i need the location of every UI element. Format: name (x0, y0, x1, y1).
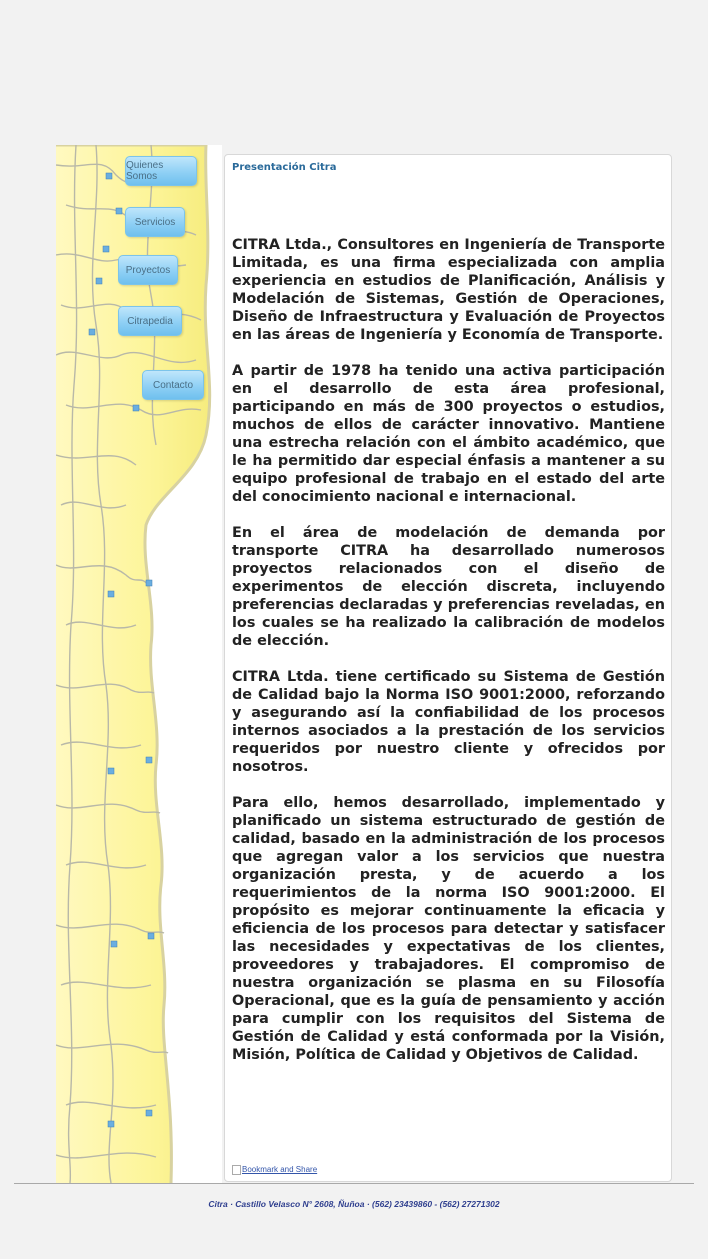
paragraph-intro: CITRA Ltda., Consultores en Ingeniería de Transporte Limitada, es una firma especializada con amplia experiencia en estudios de Planificación, Análisis y Modelación de Sistemas, Gestión de Operaciones, Diseño de Infraestructura y Evaluación de Proyectos en las áreas de Ingeniería y Economía de Transporte. (232, 237, 665, 343)
paragraph-iso-certification: CITRA Ltda. tiene certificado su Sistema de Gestión de Calidad bajo la Norma ISO 9001:2000, reforzando y asegurando así la confiabilidad de los procesos internos asociados a la prestación de los servicios requeridos por nuestro cliente y ofrecidos por nosotros. (232, 669, 665, 775)
bookmark-icon (232, 1165, 241, 1175)
footer-divider (14, 1183, 694, 1184)
chile-map-strip (56, 145, 222, 1183)
bookmark-share-label: Bookmark and Share (242, 1165, 318, 1175)
nav-proyectos-label: Proyectos (125, 264, 171, 276)
nav-servicios-label: Servicios (134, 216, 176, 228)
nav-contacto-label: Contacto (152, 379, 194, 391)
paragraph-demand-modeling: En el área de modelación de demanda por transporte CITRA ha desarrollado numerosos proyectos relacionados con el diseño de experimentos de elección discreta, incluyendo preferencias declaradas y preferencias reveladas, en los cuales se ha realizado la calibración de modelos de elección. (232, 525, 665, 649)
paragraph-history: A partir de 1978 ha tenido una activa participación en el desarrollo de esta área profesional, participando en más de 300 proyectos o estudios, muchos de ellos de carácter innovativo. Mantiene una estrecha relación con el ámbito académico, que le ha permitido dar especial énfasis a mantener a su equipo profesional de trabajo en el estado del arte del conocimiento nacional e internacional. (232, 363, 665, 505)
nav-citrapedia-label: Citrapedia (127, 315, 173, 327)
page-title: Presentación Citra (232, 162, 337, 173)
chile-map-illustration (56, 145, 222, 1183)
paragraph-quality-system: Para ello, hemos desarrollado, implementado y planificado un sistema estructurado de gestión de calidad, basado en la administración de los procesos que agregan valor a los servicios que nuestra organización presta, y de acuerdo a los requerimientos de la norma ISO 9001:2000. El propósito es mejorar continuamente la eficacia y eficiencia de los procesos para detectar y satisfacer las necesidades y expectativas de los clientes, proveedores y trabajadores. El compromiso de nuestra organización se plasma en su Filosofía Operacional, que es la guía de pensamiento y acción para cumplir con los requisitos del Sistema de Gestión de Calidad y está conformada por la Visión, Misión, Política de Calidad y Objetivos de Calidad. (232, 795, 665, 1063)
nav-proyectos-button[interactable] (118, 255, 178, 285)
bookmark-share-link[interactable] (232, 1165, 317, 1175)
nav-contacto-button[interactable] (142, 370, 204, 400)
nav-servicios-button[interactable] (125, 207, 185, 237)
content-panel (224, 154, 672, 1182)
presentation-body (232, 236, 665, 1082)
nav-quienes-somos-label: Quienes Somos (126, 160, 164, 182)
nav-citrapedia-button[interactable] (118, 306, 182, 336)
footer-address: Citra · Castillo Velasco N° 2608, Ñuñoa · (562) 23439860 - (562) 27271302 (208, 1199, 500, 1209)
nav-quienes-somos-button[interactable] (125, 156, 197, 186)
